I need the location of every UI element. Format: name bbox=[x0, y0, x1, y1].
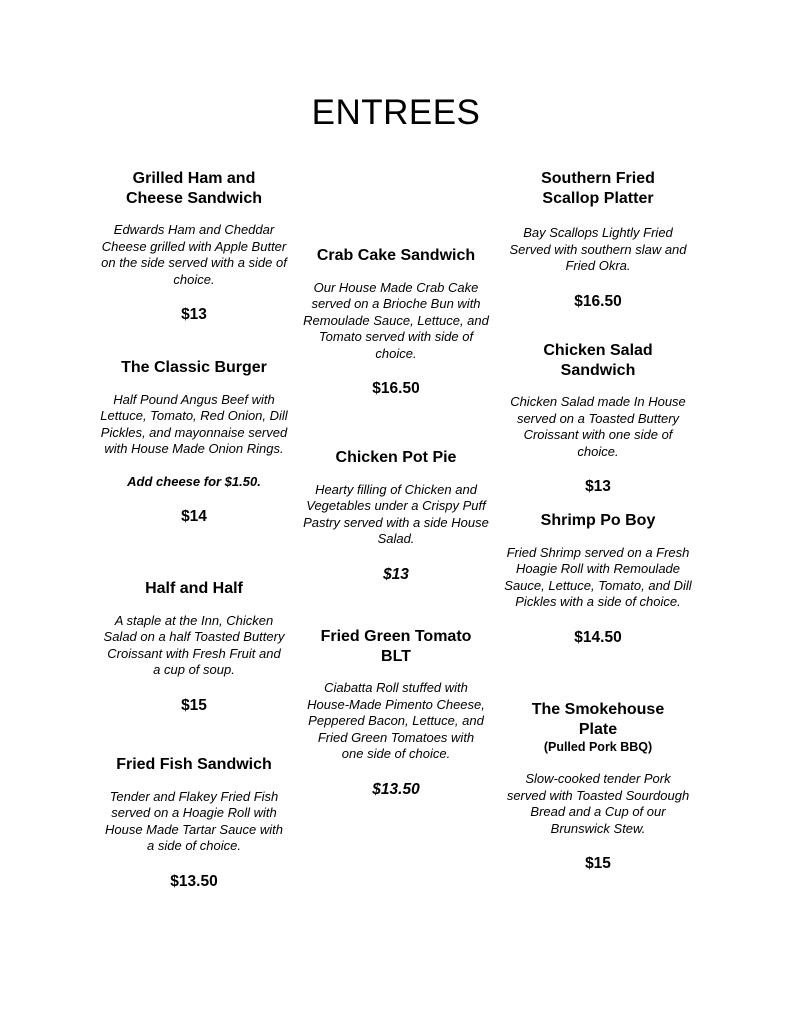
item-description: Bay Scallops Lightly Fried Served with southern slaw and Fried Okra. bbox=[509, 225, 687, 274]
item-price: $13 bbox=[181, 306, 207, 324]
item-price: $13 bbox=[383, 565, 409, 583]
item-note: Add cheese for $1.50. bbox=[127, 473, 261, 489]
item-description: Hearty filling of Chicken and Vegetables under a Crispy Puff Pastry served with a side House Salad. bbox=[303, 481, 489, 547]
item-description: Half Pound Angus Beef with Lettuce, Tomato, Red Onion, Dill Pickles, and mayonnaise served with House Made Onion Rings. bbox=[100, 391, 288, 457]
item-description: Chicken Salad made In House served on a Toasted Buttery Croissant with one side of choice. bbox=[510, 394, 686, 459]
item-name: Southern Fried Scallop Platter bbox=[541, 170, 655, 207]
item-description: Edwards Ham and Cheddar Cheese grilled with Apple Butter on the side served with a side of choice. bbox=[101, 222, 287, 287]
item-price: $13 bbox=[585, 478, 611, 496]
item-description: Tender and Flakey Fried Fish served on a Hoagie Roll with House Made Tartar Sauce with a side of choice. bbox=[104, 788, 283, 854]
item-price: $16.50 bbox=[372, 380, 420, 398]
item-price: $14.50 bbox=[574, 628, 622, 646]
menu-item-shrimp-po-boy bbox=[500, 511, 696, 647]
item-description: Ciabatta Roll stuffed with House-Made Pimento Cheese, Peppered Bacon, Lettuce, and Fried Green Tomatoes with one side of choice. bbox=[307, 680, 485, 762]
menu-item-half-and-half bbox=[96, 579, 292, 715]
menu-item-classic-burger bbox=[96, 358, 292, 526]
menu-item-scallop-platter bbox=[500, 169, 696, 311]
item-name: Half and Half bbox=[145, 580, 243, 597]
item-price: $13.50 bbox=[170, 872, 218, 890]
item-description: A staple at the Inn, Chicken Salad on a half Toasted Buttery Croissant with Fresh Fruit and a cup of soup. bbox=[103, 612, 285, 678]
item-name: Fried Green Tomato BLT bbox=[320, 628, 472, 665]
menu-item-fried-fish bbox=[96, 755, 292, 891]
menu-item-chicken-pot-pie bbox=[298, 448, 494, 584]
item-name: Fried Fish Sandwich bbox=[116, 756, 272, 773]
menu-item-fried-green-tomato bbox=[298, 627, 494, 799]
item-price: $14 bbox=[181, 508, 207, 526]
item-name: Chicken Pot Pie bbox=[335, 449, 457, 466]
menu-item-smokehouse-plate bbox=[500, 700, 696, 873]
page-title: ENTREES bbox=[311, 93, 481, 132]
item-price: $15 bbox=[585, 855, 611, 873]
item-name: The Classic Burger bbox=[121, 359, 267, 376]
item-price: $15 bbox=[181, 696, 207, 714]
item-description: Our House Made Crab Cake served on a Brioche Bun with Remoulade Sauce, Lettuce, and Tomato served with side of choice. bbox=[303, 279, 489, 361]
menu-item-crab-cake bbox=[298, 246, 494, 398]
item-name: Grilled Ham and Cheese Sandwich bbox=[125, 170, 263, 207]
item-price: $16.50 bbox=[574, 292, 622, 310]
item-price: $13.50 bbox=[372, 780, 420, 798]
item-subtitle: (Pulled Pork BBQ) bbox=[543, 740, 653, 754]
menu-item-grilled-ham bbox=[96, 169, 292, 324]
item-name: Shrimp Po Boy bbox=[540, 512, 656, 529]
menu-item-chicken-salad bbox=[500, 341, 696, 496]
item-name: Chicken Salad Sandwich bbox=[543, 342, 653, 379]
item-description: Fried Shrimp served on a Fresh Hoagie Roll with Remoulade Sauce, Lettuce, Tomato, and Dill Pickles with a side of choice. bbox=[504, 544, 692, 610]
item-description: Slow-cooked tender Pork served with Toasted Sourdough Bread and a Cup of our Brunswick Stew. bbox=[506, 771, 690, 836]
item-name: Crab Cake Sandwich bbox=[316, 247, 476, 264]
item-name: The Smokehouse Plate bbox=[531, 701, 665, 738]
